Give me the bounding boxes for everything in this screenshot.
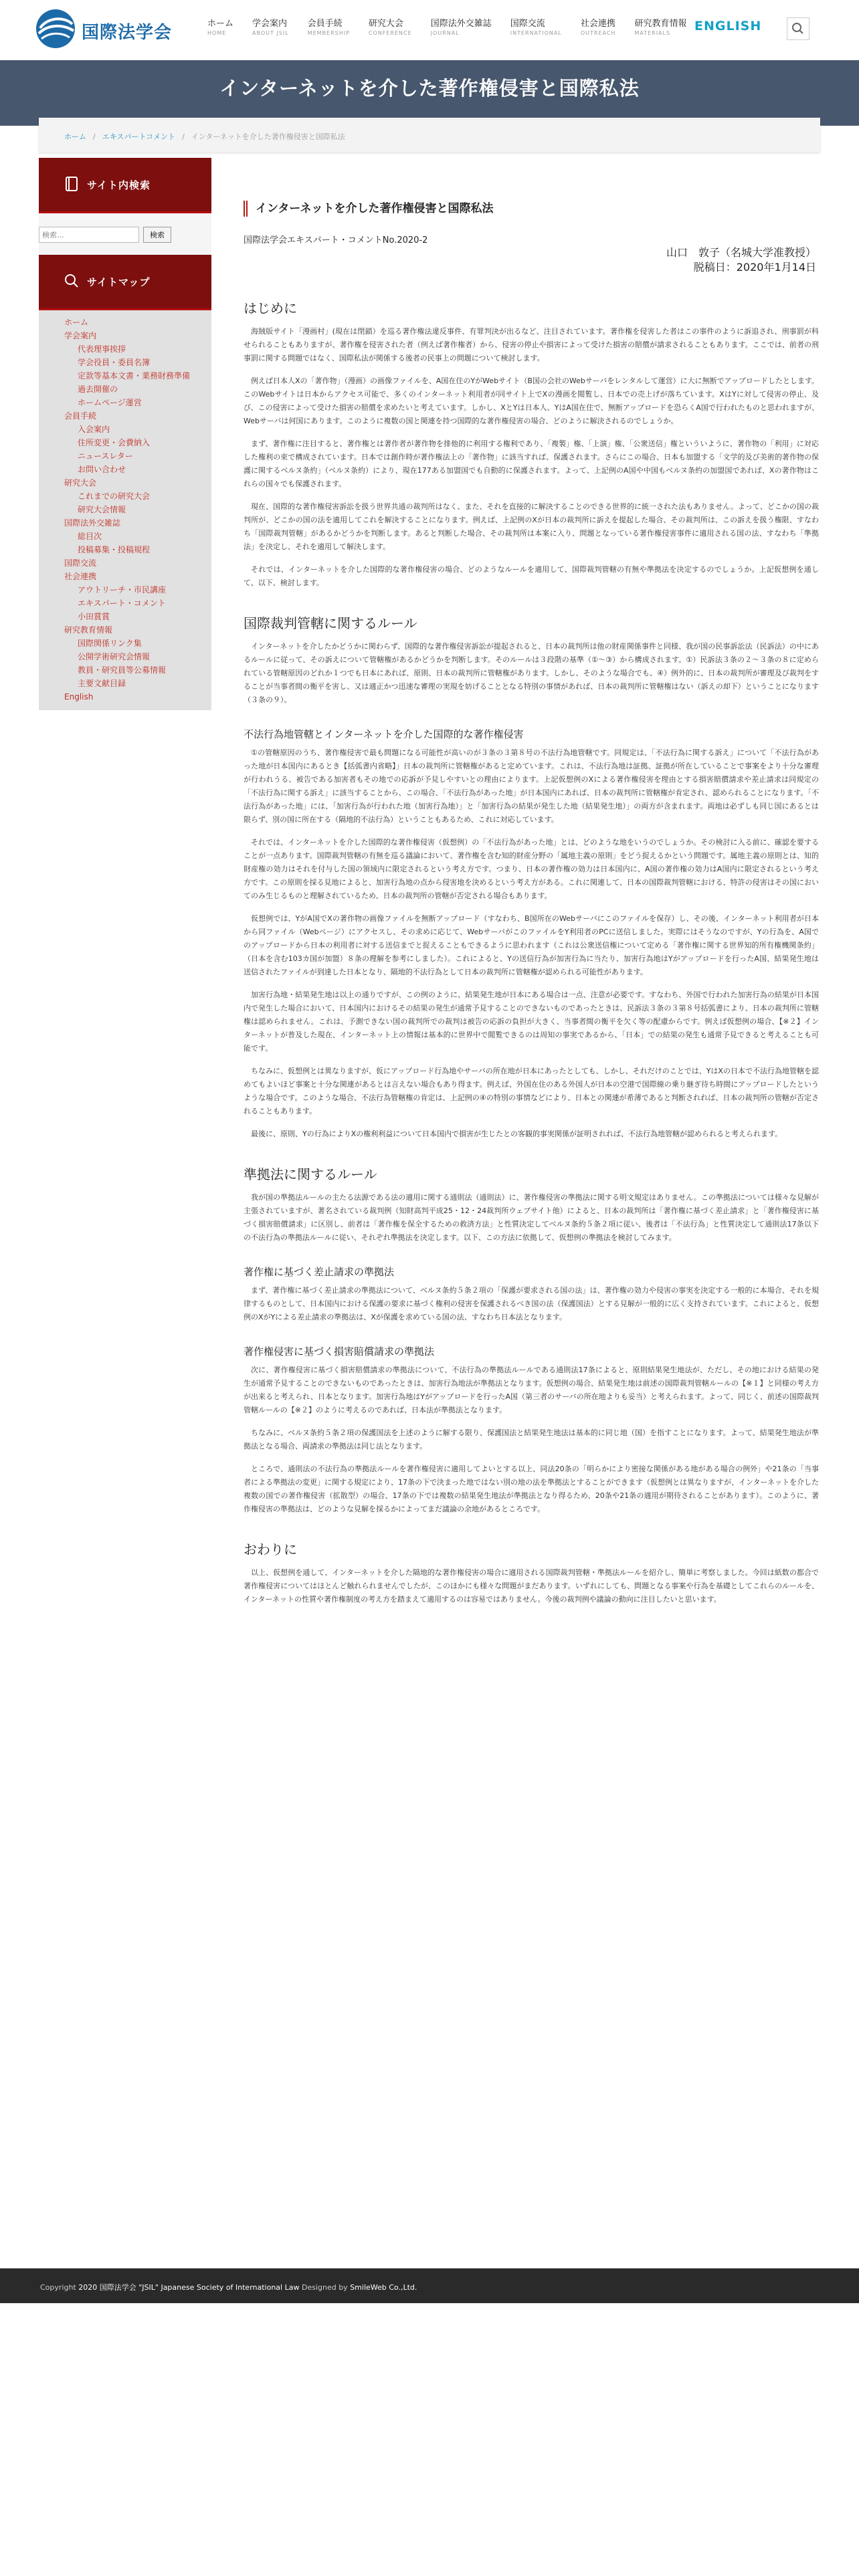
sitemap-link[interactable]: English <box>64 692 94 702</box>
sitemap-link[interactable]: 国際関係リンク集 <box>78 639 142 648</box>
article-body <box>244 298 819 1606</box>
sitemap-link[interactable]: お問い合わせ <box>78 465 126 474</box>
sitemap-link[interactable]: 学会役員・委員名簿 <box>78 358 151 367</box>
body-paragraph: インターネットを介したかどうかに関わらず、国際的な著作権侵害訴訟が提起されると、日本の裁判所は他の財産関係事件と同様、我が国の民事訴訟法（民訴法）の中にあるルールに従って、その訴えについて管轄権があるかどうかを判断します。そのルールは３段階の基準（①～③）から構成されます。①）民訴法３条の２～３条の８に定められている管轄原因のどれか１つでも日本にあれば、原則、日本の裁判所に管轄権があります。しかし、そのような場合でも、④）例外的に、日本の裁判所が審理及び裁判をすることが当事者間の衡平を害し、又は適正かつ迅速な審理の実現を妨げることとなる特別の事情があれば、日本の裁判所に管轄権はない（訴えの却下）ということになります（３条の９）。 <box>244 642 819 704</box>
copyright-label: Copyright <box>40 2283 76 2292</box>
nav-item-label: 学会案内 <box>252 19 288 29</box>
nav-item-label: 国際法外交雑誌 <box>430 19 492 29</box>
nav-item[interactable] <box>581 19 616 37</box>
nav-item[interactable] <box>308 19 350 37</box>
body-paragraph: 現在、国際的な著作権侵害訴訟を扱う世界共通の裁判所はなく、また、それを直接的に解決することのできる世界的に統一された法もありません。よって、どこかの国の裁判所が、どこかの国の法を適用してこれを解決することになります。例えば、上記例のXが日本の裁判所に訴えを提起した場合、その裁判所は、この訴えを扱う権限、すなわち「国際裁判管轄」があるかどうかを判断します。あると判断した場合、その裁判所は本案に入り、問題となっている著作権侵害事件に適用される国の法、すなわち「準拠法」を決定し、それを適用して解決します。 <box>244 502 819 551</box>
sitemap-link[interactable]: 国際法外交雑誌 <box>64 518 121 528</box>
logo-globe-icon[interactable] <box>35 8 76 49</box>
body-paragraph: 以上、仮想例を通して、インターネットを介した隔地的な著作権侵害の場合に適用される国際裁判管轄・準拠法ルールを紹介し、簡単に考察しました。今回は紙数の都合で著作権侵害についてはほとんど触れられませんでしたが、このほかにも様々な問題がまだあります。いずれにしても、問題となる事案や行為を基礎としてこれらのルールを、インターネットの性質や著作権制度の考え方を踏まえて適用するのは容易ではありません。今後の裁判例や議論の動向に注目したいと思います。 <box>244 1568 819 1604</box>
body-paragraph: 仮想例では、YがA国でXの著作物の画像ファイルを無断アップロード（すなわち、B国所在のWebサーバにこのファイルを保存）し、その後、インターネット利用者が日本から同ファイル（Webページ）にアクセスし、その求めに応じて、WebサーバがこのファイルをY利用者のPCに送信しました。実際にはそうなのですが、Yの行為を、A国でのアップロードから日本の利用者に対する送信までと捉えることもできるように思われます（これは公衆送信権について定める「著作権に関する世界知的所有権機関条約」（日本を含む103カ国が加盟）８条の理解を参考にしました）。これによると、Yの送信行為が加害行為に当たり、加害行為地はYがアップロードを行ったA国、結果発生地は送信されたファイルが到達した日本となり、隔地的不法行為として日本の裁判所に管轄権が認められる可能性があります。 <box>244 914 819 976</box>
designer-link[interactable]: SmileWeb Co.,Ltd. <box>350 2283 417 2292</box>
comment-number: 国際法学会エキスパート・コメントNo.2020-2 <box>244 235 428 245</box>
nav-item-label: 研究大会 <box>368 19 403 29</box>
sitemap-link[interactable]: 教員・研究員等公募情報 <box>78 665 167 675</box>
sitemap-link[interactable]: 会員手続 <box>64 411 97 421</box>
site-header <box>0 0 859 60</box>
sitemap-link[interactable]: 定款等基本文書・業務財務準備 <box>78 371 191 381</box>
body-paragraph: 次に、著作権侵害に基づく損害賠償請求の準拠法について、不法行為の準拠法ルールである通則法17条によると、原則結果発生地法が、ただし、その地における結果の発生が通常予見することのできないものであったときは、加害行為地法が準拠法となります。仮想例の場合、結果発生地は前述の国際裁判管轄ルールの【※１】と同様の考え方が出来ると考えられ、日本となります。加害行為地はYがアップロードを行ったA国（第三者のサーバの所在地よりも妥当）と考えられます。よって、同じく、前述の国際裁判管轄ルールの【※２】のように考えるのであれば、日本法が準拠法となります。 <box>244 1366 819 1414</box>
breadcrumb-separator: / <box>93 132 96 141</box>
nav-item-sublabel: OUTREACH <box>580 30 616 36</box>
sitemap-link[interactable]: 過去開催の <box>78 385 118 394</box>
hero-title: インターネットを介した著作権侵害と国際私法 <box>219 77 640 100</box>
site-search-header <box>39 158 211 213</box>
sitemap-link[interactable]: 入会案内 <box>78 425 110 434</box>
nav-item-label: 社会連携 <box>580 19 615 29</box>
body-paragraph: 例えば日本人Xの「著作物」（漫画）の画像ファイルを、A国在住のYがWebサイト（B国の会社のWebサーバをレンタルして運営）に大に無断でアップロードしたとします。このWebサイトは日本からアクセス可能で、多くのインターネット利用者が同サイト上でXの漫画を閲覧し、日本での売上げが落ちています。XはYに対して侵害の停止、及び、この侵害によって受けた損害の賠償を求めたいと考えています。しかし、XとYは日本人、YはA国在住で、無断アップロードを恐らくA国で行われたものと思われますが、Webサーバは何国にあります。このように複数の国と関連を持つ国際的な著作権侵害の場合、どのように解決されるのでしょうか。 <box>244 377 819 425</box>
nav-item[interactable] <box>431 19 492 37</box>
sitemap-link[interactable]: ホーム <box>64 318 89 327</box>
search-icon <box>787 18 809 39</box>
site-search-input[interactable] <box>39 227 139 243</box>
sitemap-list <box>39 310 211 710</box>
section-heading: はじめに <box>244 300 297 316</box>
sitemap-title: サイトマップ <box>87 276 151 288</box>
body-paragraph: ところで、通則法の不法行為の準拠法ルールを著作権侵害に適用してよいとする以上、同法20条の「明らかにより密接な関係がある地がある場合の例外」や21条の「当事者による準拠法の変更」に関する規定により、17条の下で決まった地ではない別の地の法を準拠法とすることができます（仮想例とは異なりますが、インターネットを介した複数の国での著作権侵害（拡散型）の場合、17条の下では複数の結果発生地法が準拠法となり得るため、20条や21条の適用が期待されることがあります）。このように、著作権侵害の準拠法は、どのような見解を採るかによってまだ議論の余地があるところです。 <box>244 1465 820 1513</box>
sitemap-link[interactable]: 主要文献目録 <box>78 679 126 688</box>
breadcrumb-section[interactable]: エキスパートコメント <box>102 132 176 141</box>
nav-item-sublabel: HOME <box>207 30 227 36</box>
section-heading: 不法行為地管轄とインターネットを介した国際的な著作権侵害 <box>244 728 524 740</box>
sitemap-link[interactable]: 投稿募集・投稿規程 <box>78 545 151 554</box>
body-paragraph: それでは、インターネットを介した国際的な著作権侵害の場合、どのようなルールを適用して、国際裁判管轄の有無や準拠法を決定するのでしょうか。上記仮想例を通して、以下、検討します。 <box>244 565 819 587</box>
section-heading: 著作権侵害に基づく損害賠償請求の準拠法 <box>244 1346 435 1358</box>
section-heading: おわりに <box>244 1541 297 1558</box>
section-heading: 著作権に基づく差止請求の準拠法 <box>244 1266 395 1278</box>
article <box>244 201 819 1616</box>
section-heading: 準拠法に関するルール <box>244 1166 377 1182</box>
nav-item[interactable] <box>369 19 412 37</box>
sitemap-link[interactable]: 総目次 <box>78 532 102 541</box>
article-author: 山口 敦子（名城大学准教授） <box>666 246 816 259</box>
nav-item[interactable] <box>252 19 289 37</box>
nav-item-label: 会員手続 <box>307 19 343 29</box>
body-paragraph: 我が国の準拠法ルールの主たる法源である法の適用に関する通則法（通則法）に、著作権侵害の準拠法に関する明文規定はありません。この準拠法については様々な見解が主張されていますが、著名されている裁判例（知財高判平成25・12・24裁判所ウェブサイト他）によると、日本の裁判所は「著作権に基づく差止請求」と「著作権侵害に基づく損害賠償請求」に区別し、前者は「著作権を保全するための救済方法」と性質決定してベルヌ条約５条２項に従い、後者は「不法行為」と性質決定して通則法17条以下の不法行為の準拠法ルールに従い、それぞれ準拠法を決定します。以下、この方法に依拠して、仮想例の準拠法を検討してみます。 <box>244 1193 819 1242</box>
site-search-button[interactable]: 検索 <box>143 227 171 243</box>
nav-item-label: 研究教育情報 <box>634 19 687 29</box>
body-paragraph: 加害行為地・結果発生地は以上の通りですが、この例のように、結果発生地が日本にある場合は一点、注意が必要です。すなわち、外国で行われた加害行為の結果が日本国内で発生した場合において、日本国内におけるその結果の発生が通常予見することのできないものであったときは、民訴法３条の３第８号括弧書により、日本の裁判所に管轄権は認められません。これは、予測できない国の裁判所での裁判は被告の応訴の負担が大きく、当事者間の衡平を欠く等の配慮からです。例えば仮想例の場合、【※２】インターネットが普及した現在、インターネット上の情報は基本的に世界中で閲覧できるのは周知の事実であるから、「日本」での結果の発生も通常予見できると考えることも可能です。 <box>244 990 819 1053</box>
sitemap-link[interactable]: 研究大会情報 <box>78 505 126 514</box>
body-paragraph: ちなみに、仮想例とは異なりますが、仮にアップロード行為地やサーバの所在地が日本にあったとしても、しかし、それだけのことでは、YはXの日本で不法行為地管轄を認めてもよいほど事案と十分な関連があるとは言えない場合もあり得ます。例えば、外国在住のある外国人が日本の空港で国際線の乗り継ぎ待ち時間にアップロードしたというような場合です。このような場合、不法行為管轄権の肯定は、上記例の④の特別の事情などにより、日本との関連が希薄であると判断されれば、日本の裁判所の管轄が否定されることもあります。 <box>244 1067 819 1115</box>
sitemap-link[interactable]: 住所変更・会費納入 <box>78 438 151 447</box>
site-search-title: サイト内検索 <box>87 179 151 191</box>
sitemap-link[interactable]: 学会案内 <box>64 331 97 340</box>
sitemap-link[interactable]: 公開学術研究会情報 <box>78 652 151 661</box>
section-heading: 国際裁判管轄に関するルール <box>244 615 417 631</box>
breadcrumb-home[interactable]: ホーム <box>64 132 86 141</box>
english-link[interactable]: ENGLISH <box>694 19 762 33</box>
sitemap-link[interactable]: 研究大会 <box>64 478 97 488</box>
book-icon <box>63 175 80 193</box>
nav-item-sublabel: MEMBERSHIP <box>307 30 350 36</box>
body-paragraph: 最後に、原則、Yの行為によりXの権利利益について日本国内で損害が生じたとの客観的事実関係が証明されれば、不法行為地管轄が認められると考えられます。 <box>251 1130 783 1138</box>
sitemap-header <box>39 255 211 310</box>
nav-item-sublabel: MATERIALS <box>634 30 671 36</box>
sitemap-link[interactable]: 小田賞賞 <box>78 612 110 621</box>
breadcrumb-current: インターネットを介した著作権侵害と国際私法 <box>191 132 345 141</box>
nav-item-sublabel: CONFERENCE <box>368 30 412 36</box>
copyright-org: 2020 国際法学会 "JSIL" Japanese Society of International Law <box>78 2283 300 2292</box>
breadcrumb <box>39 118 820 152</box>
nav-item-sublabel: INTERNATIONAL <box>510 30 562 36</box>
site-footer <box>0 2268 859 2303</box>
nav-item-sublabel: ABOUT JSIL <box>252 30 289 36</box>
sitemap-link[interactable]: 社会連携 <box>64 572 97 581</box>
article-title: インターネットを介した著作権侵害と国際私法 <box>244 201 819 217</box>
search-icon <box>63 272 80 290</box>
nav-item-label: ホーム <box>207 19 234 29</box>
sitemap-link[interactable]: 研究教育情報 <box>64 625 113 635</box>
nav-item-sublabel: JOURNAL <box>430 30 460 36</box>
footer-copyright <box>40 2282 417 2292</box>
body-paragraph: まず、著作権に基づく差止請求の準拠法について、ベルヌ条約５条２項の「保護が要求される国の法」は、著作権の効力や侵害の事実を決定する一般的に本場合、それを規律するものとして、日本国内における保護の要求に基づく権利の侵害を保護されるべき国の法（保護国法）とする見解が一般的に広く支持されています。これによると、仮想例のXがYによる差止請求の準拠法は、Xが保護を求めている国の法、すなわち日本法となります。 <box>244 1286 819 1321</box>
designed-by-label: Designed by <box>301 2283 348 2292</box>
body-paragraph: まず、著作権に注目すると、著作権とは著作者が著作物を排他的に利用する権利であり、「複製」権、「上演」権、「公衆送信」権といういように、著作物の「利用」に対応した権利の束で構成されています。日本では創作時が著作権法上の「著作物」に該当すれば、保護されます。さらにこの場合、日本も加盟する「文学的及び美術的著作物の保護に関するベルヌ条約」（ベルヌ条約）により、現在177ある加盟国でも自動的に保護されます。よって、上記例のA国や中国もベルヌ条約の加盟国であれば、Xの著作物はこれらの国々でも保護されます。 <box>244 439 819 488</box>
body-paragraph: 海賊版サイト「漫画村」(現在は閉鎖）を巡る著作権法違反事件、有罪判決が出るなど、注目されています。著作権を侵害した者はこの事件のように訴追され、刑事罰が科せられることもありますが、著作権を侵害された者（例えば著作権者）から、侵害の停止や損害によって受けた損害の賠償が請求されることもあります。ここでは、前者の刑事罰に関する問題ではなく、国際私法が関係する後者の民事上の問題について検討します。 <box>244 327 819 362</box>
body-paragraph: それでは、インターネットを介した国際的な著作権侵害（仮想例）の「不法行為があった地」とは、どのような地をいうのでしょうか。その検討に入る前に、確認を要することが一点あります。国際裁判管轄の有無を巡る議論において、著作権を含む知的財産分野の「属地主義の原則」をどう捉えるかという問題です。属地主義の原則とは、知的財産権の効力はそれを付与した国の領域内に限定されるという考え方です。つまり、日本の著作権の効力は日本国内に、A国の著作権の効力はA国内に限定されるという考え方です。この原則を採る見地によると、加害行為地の点から侵害地を決めるという考え方がある。これに関連して、日本の国際裁判管轄における、特許の侵害はその国においてのみ生じるものと理解されているため、日本の裁判所の管轄が否定される場合もあります。 <box>244 838 819 900</box>
site-search-form <box>39 213 211 255</box>
site-logo-text[interactable]: 国際法学会 <box>82 23 173 43</box>
nav-item[interactable] <box>510 19 562 37</box>
sitemap-link[interactable]: ホームページ運営 <box>78 398 142 407</box>
sitemap-link[interactable]: これまでの研究大会 <box>78 492 151 501</box>
header-search-button[interactable] <box>787 17 809 40</box>
sitemap-link[interactable]: 国際交流 <box>64 558 97 568</box>
body-paragraph: ちなみに、ベルヌ条約５条２項の保護国法を上述のように解する限り、保護国法と結果発生地法は基本的に同じ地（国）を指すことになります。よって、結果発生地法が準拠法となる場合、両請求の準拠法は同じ法となります。 <box>244 1428 819 1451</box>
nav-item-label: 国際交流 <box>510 19 545 29</box>
nav-item[interactable] <box>634 19 686 37</box>
sitemap-link[interactable]: エキスパート・コメント <box>78 599 166 608</box>
sitemap-link[interactable]: アウトリーチ・市民講座 <box>78 585 167 595</box>
nav-item[interactable] <box>207 19 233 37</box>
main-nav <box>207 19 705 37</box>
sitemap-link[interactable]: 代表理事挨拶 <box>78 344 126 354</box>
breadcrumb-separator: / <box>182 132 185 141</box>
article-date: 脱稿日：2020年1月14日 <box>693 261 816 274</box>
sidebar <box>39 158 211 710</box>
body-paragraph: ①の管轄原因のうち、著作権侵害で最も問題になる可能性が高いのが３条の３第８号の不法行為地管轄です。同規定は、「不法行為に関する訴え」について「不法行為があった地が日本国内にあるとき【括弧書内省略】」日本の裁判所に管轄権があると定めています。これは、不法行為地は証拠、証拠が所在していることで事案をより十分な審理が行われうる、被告である加害者もその地での応訴が予見しやすいとの理由によります。上記仮想例のXによる著作権侵害を理由とする損害賠償請求や差止請求は同規定の「不法行為に関する訴え」に該当することから、この場合、「不法行為があった地」が日本国内にあれば、日本の裁判所に管轄権が肯定され、認められることになります。「不法行為があった地」には、「加害行為が行われた地（加害行為地）」と「加害行為の結果が発生した地（結果発生地）」の両方が含まれます。両地は必ずしも同じ国にあるとは限らず、別の国に所在する（隔地的不法行為）ということもあるため、これに対応しています。 <box>244 748 819 824</box>
sitemap-link[interactable]: ニュースレター <box>78 451 133 461</box>
